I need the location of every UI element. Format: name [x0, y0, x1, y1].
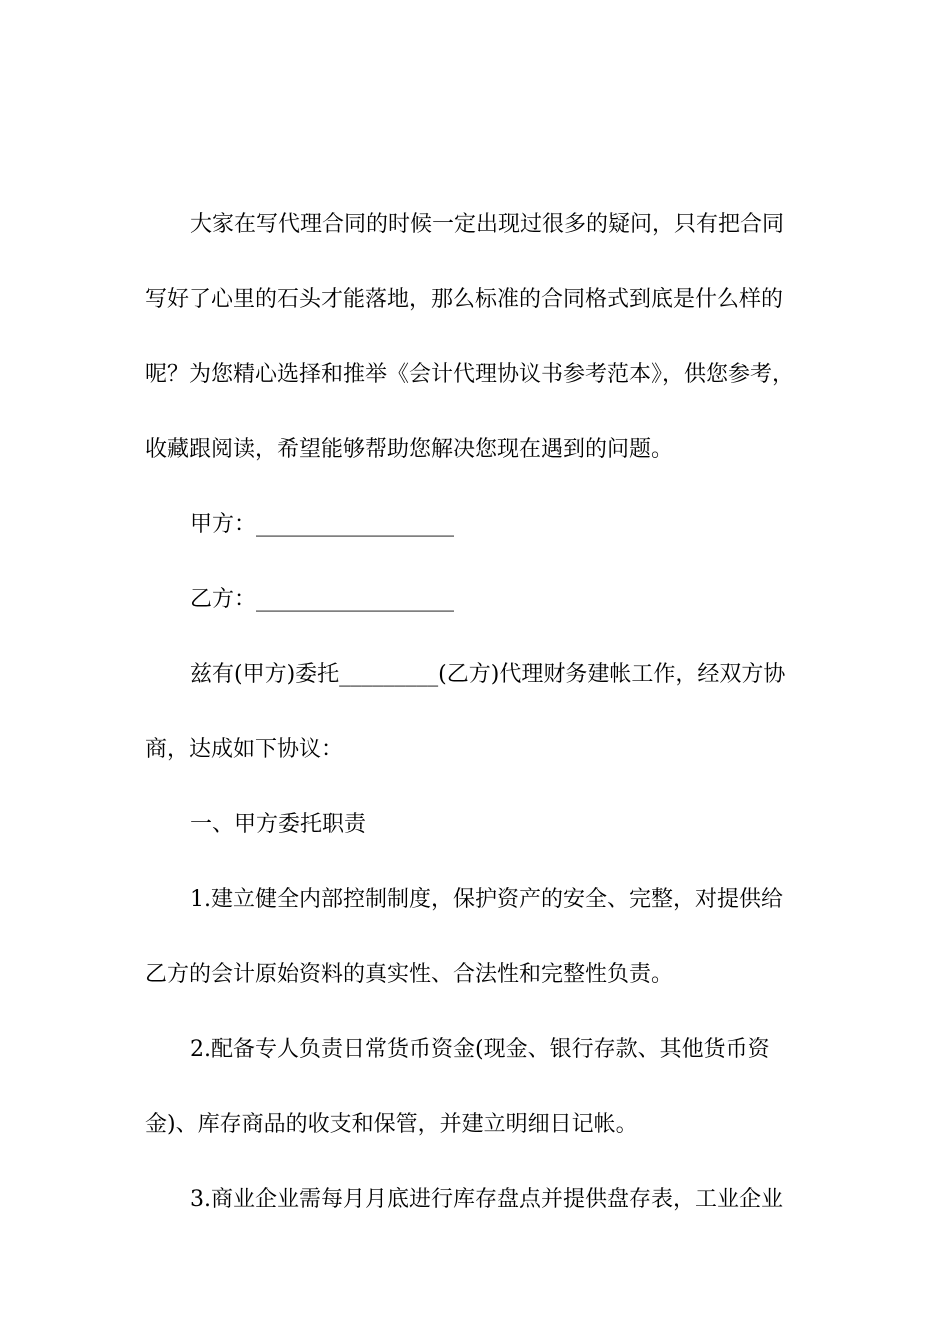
party-b-line: 乙方：__________________: [190, 587, 455, 612]
intro-line-3: 呢？为您精心选择和推举《会计代理协议书参考范本》，供您参考，: [145, 362, 795, 387]
clause-1-line-1: 1.建立健全内部控制制度，保护资产的安全、完整，对提供给: [190, 887, 783, 912]
intro-line-1: 大家在写代理合同的时候一定出现过很多的疑问，只有把合同: [190, 212, 785, 237]
intro-line-4: 收藏跟阅读，希望能够帮助您解决您现在遇到的问题。: [145, 437, 674, 462]
clause-2-line-2: 金)、库存商品的收支和保管，并建立明细日记帐。: [145, 1112, 638, 1137]
agreement-line-1: 兹有(甲方)委托_________(乙方)代理财务建帐工作，经双方协: [190, 662, 786, 687]
clause-3-line-1: 3.商业企业需每月月底进行库存盘点并提供盘存表，工业企业: [190, 1187, 783, 1212]
clause-1-line-2: 乙方的会计原始资料的真实性、合法性和完整性负责。: [145, 962, 674, 987]
party-a-line: 甲方：__________________: [190, 512, 455, 537]
agreement-line-2: 商，达成如下协议：: [145, 737, 344, 762]
section-heading: 一、甲方委托职责: [190, 812, 367, 837]
intro-line-2: 写好了心里的石头才能落地，那么标准的合同格式到底是什么样的: [145, 287, 784, 312]
clause-2-line-1: 2.配备专人负责日常货币资金(现金、银行存款、其他货币资: [190, 1037, 770, 1062]
